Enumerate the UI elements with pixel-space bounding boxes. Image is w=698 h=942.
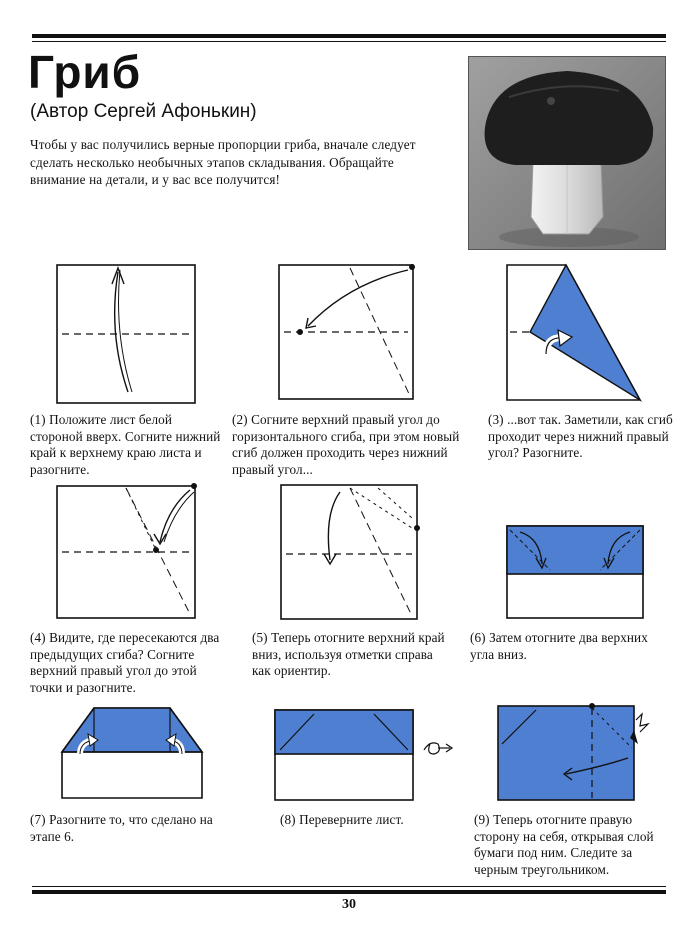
step-2-diagram xyxy=(278,264,420,406)
step-4-caption: (4) Видите, где пересекаются два предыдущих сгиба? Согните верхний правый угол до этой точки и разогните. xyxy=(30,630,220,695)
step-2-caption: (2) Согните верхний правый угол до горизонтального сгиба, при этом новый сгиб должен проходить через нижний правый угол... xyxy=(232,412,460,477)
step-7-caption: (7) Разогните то, что сделано на этапе 6. xyxy=(30,812,213,844)
step-1-caption: (1) Положите лист белой стороной вверх. Согните нижний край к верхнему краю листа и разогните. xyxy=(30,412,221,477)
top-rule-thick xyxy=(32,34,666,38)
page-title: Гриб xyxy=(28,46,142,98)
step-7-diagram xyxy=(58,704,204,802)
step-9-caption: (9) Теперь отогните правую сторону на себя, открывая слой бумаги под ним. Следите за черным треугольником. xyxy=(474,812,654,877)
author-line: (Автор Сергей Афонькин) xyxy=(30,101,257,122)
bottom-rule-thin xyxy=(32,886,666,887)
top-rule-thin xyxy=(32,41,666,42)
bottom-rule-thick xyxy=(32,890,666,894)
step-3-caption: (3) ...вот так. Заметили, как сгиб проходит через нижний правый угол? Разогните. xyxy=(488,412,673,460)
step-8-caption: (8) Переверните лист. xyxy=(280,812,404,827)
step-5-diagram xyxy=(280,484,422,622)
step-5-caption: (5) Теперь отогните верхний край вниз, используя отметки справа как ориентир. xyxy=(252,630,445,678)
step-4-diagram xyxy=(56,480,200,622)
step-3-diagram xyxy=(506,264,648,406)
step-9-diagram xyxy=(496,700,654,804)
intro-paragraph: Чтобы у вас получились верные пропорции гриба, вначале следует сделать несколько необычных этапов складывания. Обращайте внимание на детали, и у вас все получится! xyxy=(30,137,416,187)
step-1-diagram xyxy=(56,264,198,406)
mushroom-photo xyxy=(468,56,666,250)
step-8-diagram xyxy=(274,706,464,804)
step-6-caption: (6) Затем отогните два верхних угла вниз. xyxy=(470,630,648,662)
page-number: 30 xyxy=(342,897,356,912)
step-6-diagram xyxy=(506,520,648,622)
